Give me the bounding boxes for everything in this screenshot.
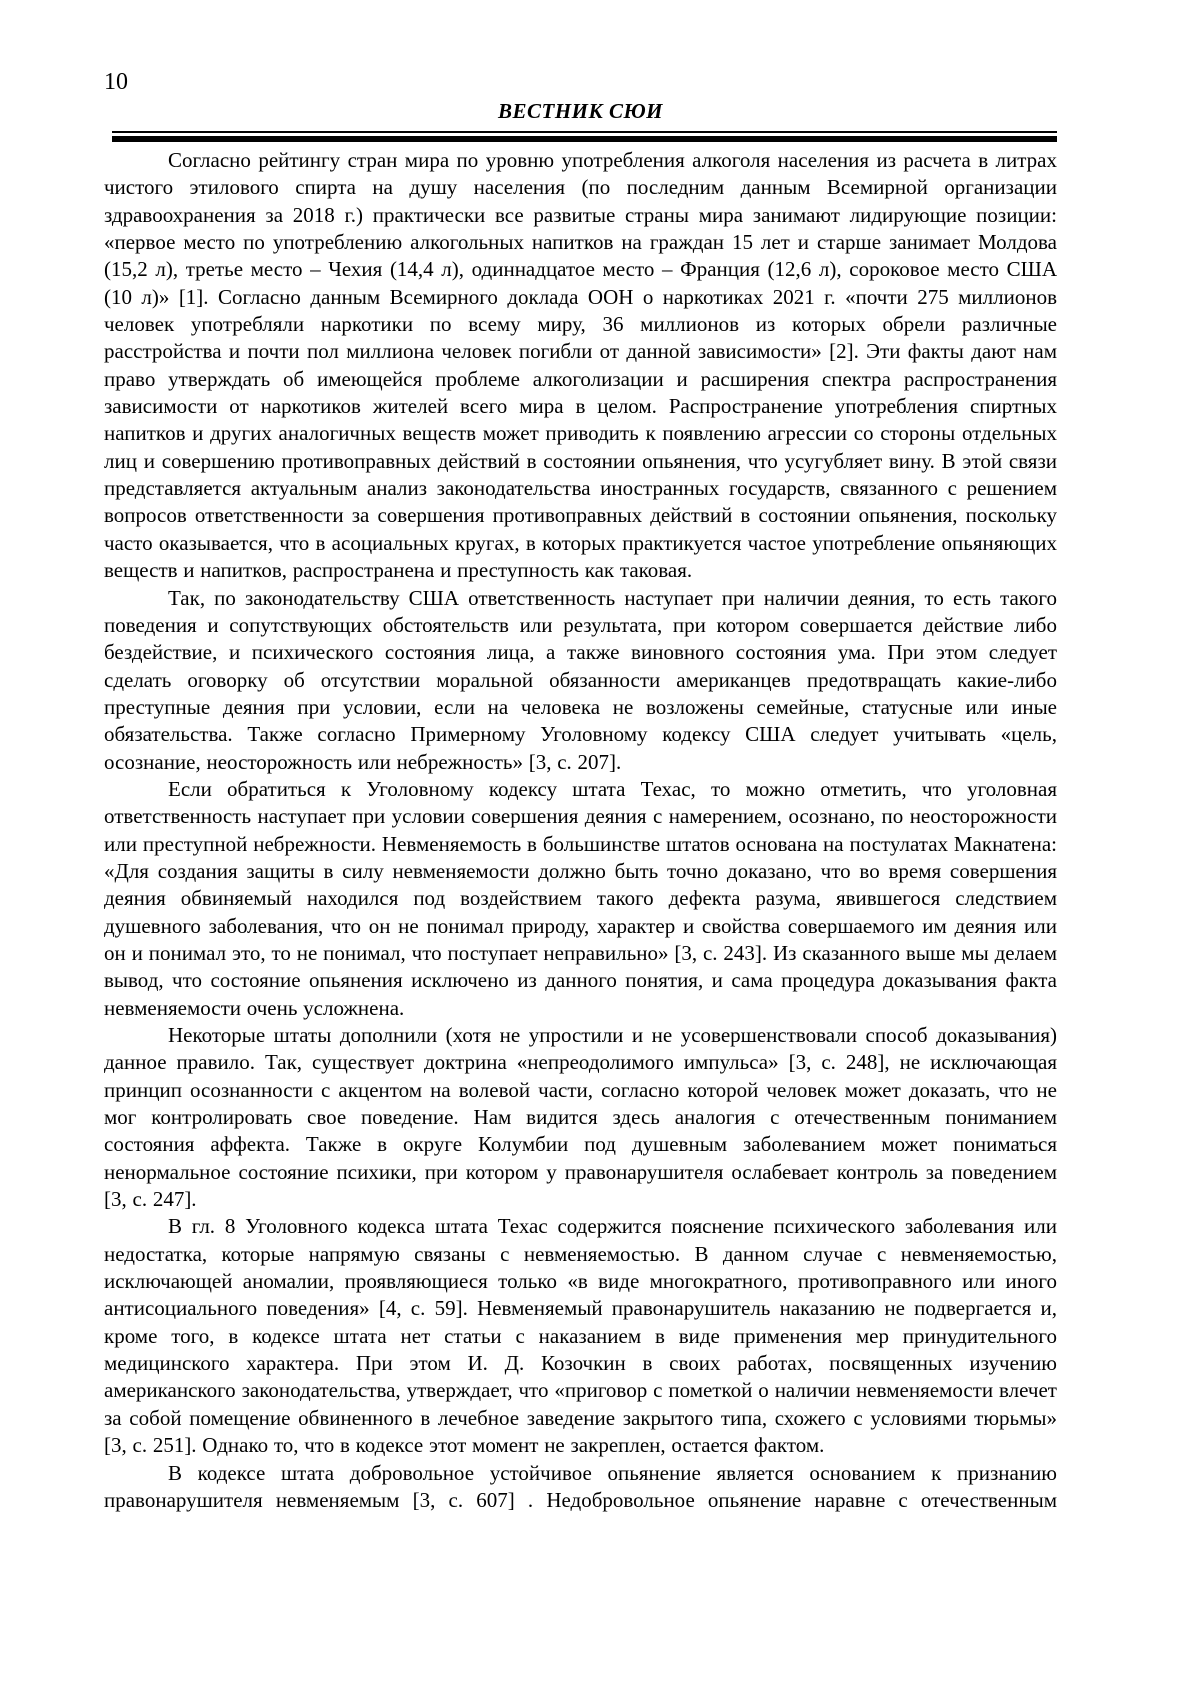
header-divider-rule [112, 131, 1057, 142]
page-content [104, 0, 1057, 1514]
paragraph: Некоторые штаты дополнили (хотя не упростили и не усовершенствовали способ доказывания) данное правило. Так, существует доктрина «непреодолимого импульса» [3, с. 248], не исключающая принцип осознанности с акцентом на волевой части, согласно которой человек может доказать, что не мог контролировать свое поведение. Нам видится здесь аналогия с отечественным пониманием состояния аффекта. Также в округе Колумбии под душевным заболеванием может пониматься ненормальное состояние психики, при котором у правонарушителя ослабевает контроль за поведением [3, с. 247]. [104, 1023, 1057, 1212]
article-body [104, 147, 1057, 1514]
paragraph: Так, по законодательству США ответственность наступает при наличии деяния, то есть такого поведения и сопутствующих обстоятельств или результата, при котором совершается действие либо бездействие, и психического состояния лица, а также виновного состояния ума. При этом следует сделать оговорку об отсутствии моральной обязанности американцев предотвращать какие-либо преступные деяния при условии, если на человека не возложены семейные, статусные или иные обязательства. Также согласно Примерному Уголовному кодексу США следует учитывать «цель, осознание, неосторожность или небрежность» [3, с. 207]. [104, 585, 1057, 774]
journal-header-title: ВЕСТНИК СЮИ [497, 99, 664, 123]
paragraph: В гл. 8 Уголовного кодекса штата Техас содержится пояснение психического заболевания или недостатка, которые напрямую связаны с невменяемостью. В данном случае с невменяемостью, исключающей аномалии, проявляющиеся только «в виде многократного, противоправного или иного антисоциального поведения» [4, с. 59]. Невменяемый правонарушитель наказанию не подвергается и, кроме того, в кодексе штата нет статьи с наказанием в виде применения мер принудительного медицинского характера. При этом И. Д. Козочкин в своих работах, посвященных изучению американского законодательства, утверждает, что «приговор с пометкой о наличии невменяемости влечет за собой помещение обвиненного в лечебное заведение закрытого типа, схожего с условиями тюрьмы» [3, с. 251]. Однако то, что в кодексе этот момент не закреплен, остается фактом. [104, 1214, 1057, 1458]
paragraph: Если обратиться к Уголовному кодексу штата Техас, то можно отметить, что уголовная ответственность наступает при условии совершения деяния с намерением, осознано, по неосторожности или преступной небрежности. Невменяемость в большинстве штатов основана на постулатах Макнатена: «Для создания защиты в силу невменяемости должно быть точно доказано, что во время совершения деяния обвиняемый находился под воздействием такого дефекта разума, явившегося следствием душевного заболевания, что он не понимал природу, характер и свойства совершаемого им деяния или он и понимал это, то не понимал, что поступает неправильно» [3, с. 243]. Из сказанного выше мы делаем вывод, что состояние опьянения исключено из данного понятия, и сама процедура доказывания факта невменяемости очень усложнена. [104, 776, 1057, 1020]
paragraph: Согласно рейтингу стран мира по уровню употребления алкоголя населения из расчета в литрах чистого этилового спирта на душу населения (по последним данным Всемирной организации здравоохранения за 2018 г.) практически все развитые страны мира занимают лидирующие позиции: «первое место по употреблению алкогольных напитков на граждан 15 лет и старше занимает Молдова (15,2 л), третье место – Чехия (14,4 л), одиннадцатое место – Франция (12,6 л), сороковое место США (10 л)» [1]. Согласно данным Всемирного доклада ООН о наркотиках 2021 г. «почти 275 миллионов человек употребляли наркотики по всему миру, 36 миллионов из которых обрели различные расстройства и почти пол миллиона человек погибли от данной зависимости» [2]. Эти факты дают нам право утверждать об имеющейся проблеме алкоголизации и расширения спектра распространения зависимости от наркотиков жителей всего мира в целом. Распространение употребления спиртных напитков и других аналогичных веществ может приводить к появлению агрессии со стороны отдельных лиц и совершению противоправных действий в состоянии опьянения, что усугубляет вину. В этой связи представляется актуальным анализ законодательства иностранных государств, связанного с решением вопросов ответственности за совершения противоправных действий в состоянии опьянения, поскольку часто оказывается, что в асоциальных кругах, в которых практикуется частое употребление опьяняющих веществ и напитков, распространена и преступность как таковая. [104, 148, 1057, 583]
page-number: 10 [104, 69, 128, 95]
paragraph: В кодексе штата добровольное устойчивое опьянение является основанием к признанию правонарушителя невменяемым [3, с. 607] . Недобровольное опьянение наравне с отечественным [104, 1460, 1057, 1512]
